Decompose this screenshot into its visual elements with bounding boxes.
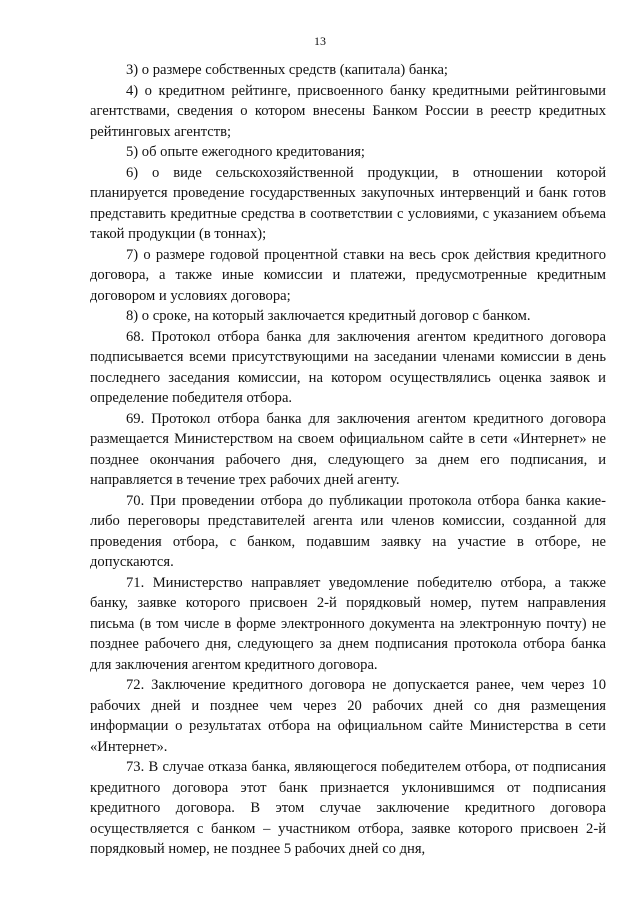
paragraph-70: 70. При проведении отбора до публикации протокола отбора банка какие-либо переговоры представителей агента или членов комиссии, созданной для проведения отбора, с банком, подавшим заявку на участие в отборе, не допускаются. (90, 492, 606, 570)
paragraph-item-4: 4) о кредитном рейтинге, присвоенного банку кредитными рейтинговыми агентствами, сведения о котором внесены Банком России в реестр кредитных рейтинговых агентств; (90, 82, 606, 140)
paragraph-71: 71. Министерство направляет уведомление победителю отбора, а также банку, заявке которого присвоен 2-й порядковый номер, путем направления письма (в том числе в форме электронного документа на электронную почту) не позднее рабочего дня, следующего за днем подписания протокола отбора банка для заключения агентом кредитного договора. (90, 574, 606, 673)
document-body (90, 60, 606, 860)
paragraph-item-3: 3) о размере собственных средств (капитала) банка; (126, 62, 448, 78)
paragraph-item-6: 6) о виде сельскохозяйственной продукции, в отношении которой планируется проведение государственных закупочных интервенций и банк готов представить кредитные средства в соответствии с условиями, с указанием объема такой продукции (в тоннах); (90, 164, 606, 242)
paragraph-68: 68. Протокол отбора банка для заключения агентом кредитного договора подписывается всеми присутствующими на заседании членами комиссии в день последнего заседания комиссии, на котором осуществлялись оценка заявок и определение победителя отбора. (90, 328, 606, 406)
paragraph-item-5: 5) об опыте ежегодного кредитования; (126, 144, 365, 160)
paragraph-item-7: 7) о размере годовой процентной ставки на весь срок действия кредитного договора, а также иные комиссии и платежи, предусмотренные кредитным договором и условиях договора; (90, 246, 606, 304)
paragraph-73: 73. В случае отказа банка, являющегося победителем отбора, от подписания кредитного договора этот банк признается уклонившимся от подписания кредитного договора. В этом случае заключение кредитного договора осуществляется с банком – участником отбора, заявке которого присвоен 2-й порядковый номер, не позднее 5 рабочих дней со дня, (90, 759, 606, 857)
paragraph-69: 69. Протокол отбора банка для заключения агентом кредитного договора размещается Министерством на своем официальном сайте в сети «Интернет» не позднее окончания рабочего дня, следующего за днем его подписания, и направляется в течение трех рабочих дней агенту. (90, 410, 606, 488)
paragraph-item-8: 8) о сроке, на который заключается кредитный договор с банком. (126, 308, 531, 324)
page-number: 13 (314, 34, 326, 48)
paragraph-72: 72. Заключение кредитного договора не допускается ранее, чем через 10 рабочих дней и позднее чем через 20 рабочих дней со дня размещения информации о результатах отбора на официальном сайте Министерства в сети «Интернет». (90, 677, 606, 755)
